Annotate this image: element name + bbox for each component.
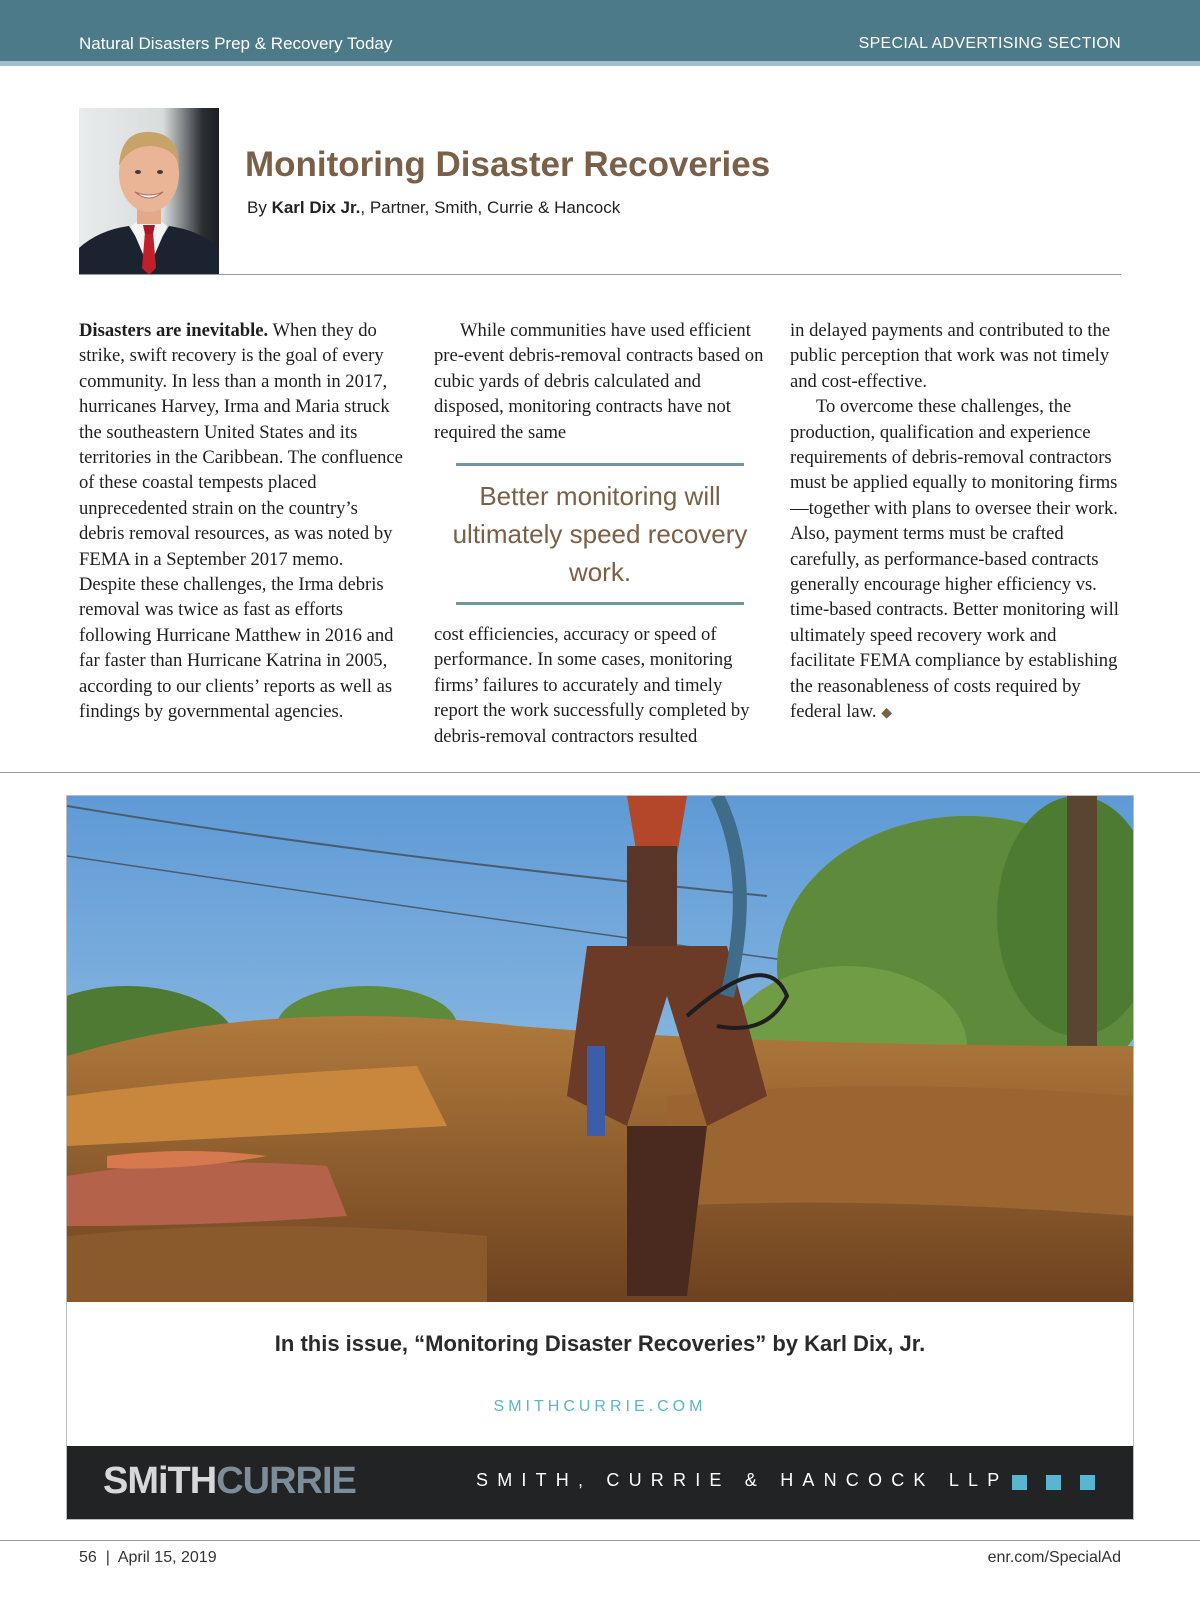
footer-divider: [0, 1540, 1200, 1541]
article-column-2: [434, 318, 764, 445]
pull-quote: Better monitoring will ultimately speed recovery work.: [452, 481, 748, 587]
byline: [247, 198, 620, 218]
square-icon: [1080, 1475, 1095, 1490]
header-stripe: [0, 61, 1200, 66]
column-2-top-text: While communities have used efficient pre-event debris-removal contracts based on cubic yards of debris calculated and disposed, monitoring contracts have not required the same: [434, 320, 764, 443]
article-column-1: [79, 318, 404, 725]
byline-prefix: By: [247, 198, 272, 217]
square-icon: [1012, 1475, 1027, 1490]
author-photo: [79, 108, 219, 275]
author-name: Karl Dix Jr.: [271, 198, 361, 217]
article-column-3: [790, 318, 1125, 727]
section-divider: [0, 772, 1200, 773]
column-3-paragraph-2: To overcome these challenges, the production, qualification and experience requirements of debris-removal contractors must be applied equally to monitoring firms—together with plans to oversee their work. Also, payment terms must be crafted carefully, as performance-based contracts generally encourage higher efficiency vs. time-based contracts. Better monitoring will ultimately speed recovery work and facilitate FEMA compliance by establishing the reasonableness of costs required by federal law.: [790, 396, 1119, 723]
square-icon: [1046, 1475, 1061, 1490]
pull-quote-rule-bottom: [456, 602, 744, 605]
ad-caption: In this issue, “Monitoring Disaster Recoveries” by Karl Dix, Jr.: [274, 1331, 926, 1356]
logo-currie: CURRIE: [216, 1460, 356, 1502]
article-title: Monitoring Disaster Recoveries: [245, 145, 771, 184]
end-mark-icon: ◆: [881, 706, 892, 722]
firm-name: SMITH, CURRIE & HANCOCK LLP: [476, 1470, 1009, 1490]
ad-website-link[interactable]: SMITHCURRIE.COM: [493, 1398, 707, 1415]
header-band: [0, 0, 1200, 66]
column-2-bottom-text: cost efficiencies, accuracy or speed of performance. In some cases, monitoring firms’ failures to accurately and timely report the work successfully completed by debris-removal contractors resulted: [434, 624, 750, 747]
author-affiliation: , Partner, Smith, Currie & Hancock: [360, 198, 621, 217]
section-label: SPECIAL ADVERTISING SECTION: [858, 35, 1121, 52]
ad-photo-debris-grapple: [67, 796, 1133, 1302]
smith-currie-logo: [103, 1460, 356, 1503]
ad-logo-bar: [67, 1446, 1133, 1520]
column-3-paragraph-1: in delayed payments and contributed to the public perception that work was not timely and cost-effective.: [790, 320, 1111, 392]
column-1-text: When they do strike, swift recovery is the goal of every community. In less than a month in 2017, hurricanes Harvey, Irma and Maria struck the southeastern United States and its territories in the Caribbean. The confluence of these coastal tempests placed unprecedented strain on the country’s debris removal resources, as was noted by FEMA in a September 2017 memo. Despite these challenges, the Irma debris removal was twice as fast as efforts following Hurricane Matthew in 2016 and far faster than Hurricane Katrina in 2005, according to our clients’ reports as well as findings by governmental agencies.: [79, 320, 403, 723]
lead-in: Disasters are inevitable.: [79, 320, 269, 341]
publication-title: Natural Disasters Prep & Recovery Today: [79, 34, 393, 53]
advertisement: [66, 795, 1134, 1520]
page-number-date: 56 | April 15, 2019: [79, 1549, 217, 1566]
footer-site-link[interactable]: enr.com/SpecialAd: [987, 1549, 1121, 1566]
pull-quote-rule-top: [456, 463, 744, 466]
title-divider: [79, 274, 1121, 275]
logo-smith: SMiTH: [103, 1460, 217, 1502]
